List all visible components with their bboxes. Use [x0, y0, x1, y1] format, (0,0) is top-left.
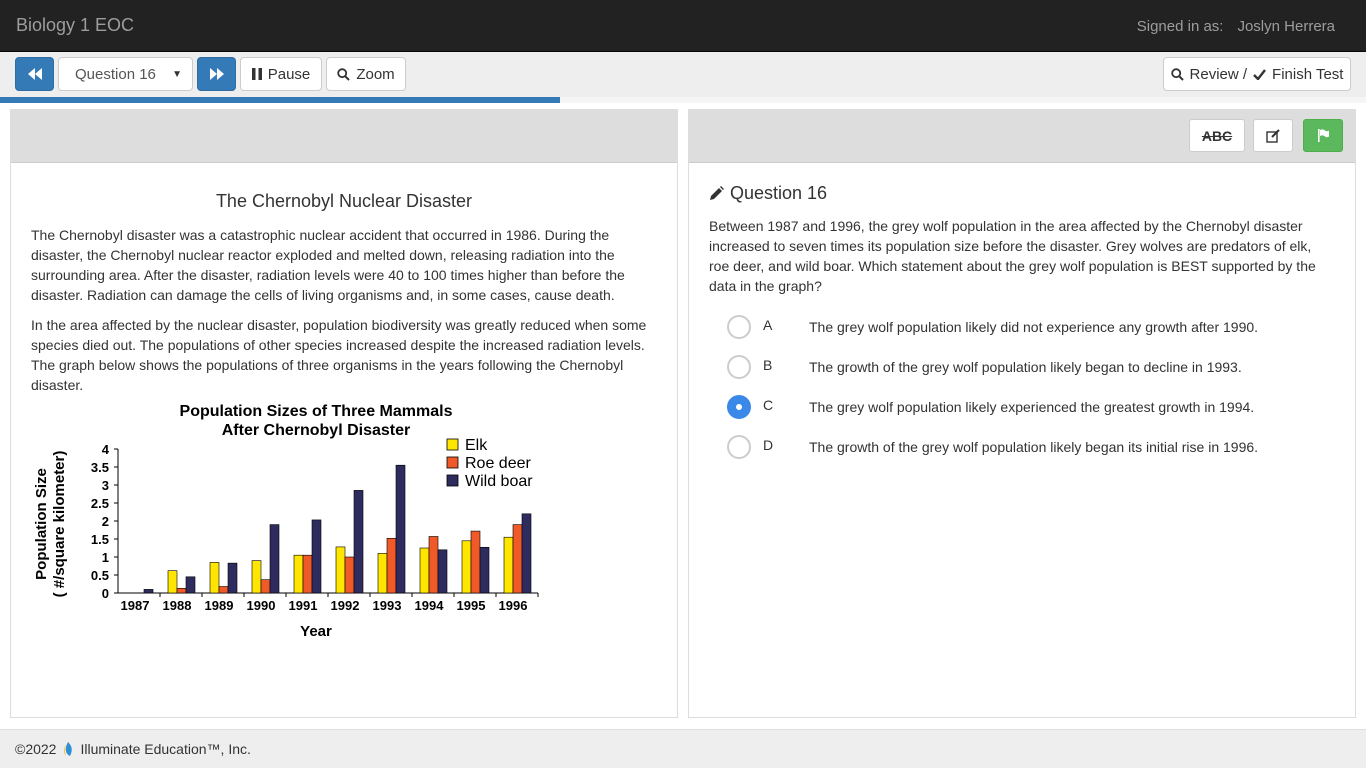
chart-x-tick-label: 1987: [120, 598, 150, 613]
chart-x-tick-label: 1994: [414, 598, 444, 613]
chart-x-tick-label: 1989: [204, 598, 234, 613]
chart-bar-roe-deer: [471, 531, 480, 593]
passage-panel-header: [11, 110, 677, 163]
question-panel: [688, 109, 1356, 718]
chart-x-tick-label: 1990: [246, 598, 276, 613]
fast-forward-icon: [210, 68, 224, 80]
answer-choice-c[interactable]: [709, 388, 1335, 428]
chart-bar-roe-deer: [303, 555, 312, 593]
answer-radio[interactable]: [727, 395, 751, 419]
chart-bar-wild-boar: [522, 514, 531, 593]
chart-y-units: ( #/square kilometer): [51, 450, 68, 598]
chart-bar-roe-deer: [429, 536, 438, 593]
question-title: [709, 183, 1335, 204]
chart-x-tick-label: 1993: [372, 598, 402, 613]
chart-bar-wild-boar: [228, 563, 237, 593]
chart-y-label: Population Size: [33, 468, 50, 580]
chart-x-tick-label: 1992: [330, 598, 360, 613]
previous-question-button[interactable]: [15, 57, 54, 91]
search-icon: [1171, 68, 1184, 81]
question-content: [689, 163, 1355, 468]
answer-radio[interactable]: [727, 355, 751, 379]
chart-legend-swatch: [447, 439, 458, 450]
question-title-text: Question 16: [730, 183, 828, 203]
signed-in-label: Signed in as:: [1136, 18, 1224, 35]
app-title: Biology 1 EOC: [16, 15, 135, 35]
chart-bar-roe-deer: [387, 538, 396, 593]
pencil-icon: [709, 186, 724, 201]
answer-choice-d[interactable]: [709, 428, 1335, 468]
chart-bar-wild-boar: [144, 589, 153, 593]
chart-bar-elk: [294, 555, 303, 593]
chart-x-tick-label: 1988: [162, 598, 192, 613]
chart-y-tick-label: 2.5: [90, 496, 109, 511]
question-stem: Between 1987 and 1996, the grey wolf population in the area affected by the Chernobyl disaster increased to seven times its population size before the disaster. Grey wolves are predators of elk, roe deer, and wild boar. Which statement about the grey wolf population is BEST supported by the data in the graph?: [709, 218, 1316, 294]
footer: [0, 729, 1366, 768]
passage-paragraph: The Chernobyl disaster was a catastrophic nuclear accident that occurred in 1986. During the disaster, the Chernobyl nuclear reactor exploded and melted down, releasing radiation into the surrounding area. After the disaster, radiation levels were 40 to 100 times higher than before the disaster. Radiation can damage the cells of living organisms and, in some cases, cause death.: [31, 227, 625, 303]
question-select[interactable]: [58, 57, 193, 91]
answer-text[interactable]: The grey wolf population likely did not experience any growth after 1990.: [809, 319, 1259, 335]
test-progress-bar: [0, 97, 1366, 103]
chart-bar-wild-boar: [270, 525, 279, 593]
user-name[interactable]: Joslyn Herrera: [1237, 18, 1335, 35]
chart-bar-wild-boar: [354, 490, 363, 593]
answer-choices: [709, 308, 1335, 468]
pause-button[interactable]: [240, 57, 322, 91]
chart-y-tick-label: 3.5: [90, 460, 109, 475]
chart-bar-wild-boar: [438, 550, 447, 593]
answer-letter: A: [763, 317, 773, 333]
chart-subtitle: After Chernobyl Disaster: [221, 422, 411, 439]
chevron-down-icon: ▼: [172, 68, 182, 80]
chart-bar-elk: [168, 571, 177, 593]
answer-choice-b[interactable]: [709, 348, 1335, 388]
question-select-value: Question 16: [75, 65, 156, 83]
chart-y-tick-label: 0: [101, 586, 109, 601]
test-toolbar: [0, 52, 1366, 98]
review-finish-button[interactable]: [1163, 57, 1351, 91]
answer-letter: B: [763, 357, 773, 373]
chart-bar-roe-deer: [513, 525, 522, 593]
chart-y-tick-label: 4: [101, 442, 109, 457]
answer-text[interactable]: The growth of the grey wolf population likely began its initial rise in 1996.: [809, 439, 1259, 455]
chart-bar-roe-deer: [219, 587, 228, 593]
zoom-label: Zoom: [356, 65, 395, 83]
population-bar-chart: [30, 401, 550, 641]
footer-text: [15, 741, 251, 757]
pause-icon: [252, 68, 262, 80]
chart-legend-swatch: [447, 457, 458, 468]
illuminate-logo-icon: [62, 742, 74, 757]
chart-bar-wild-boar: [312, 520, 321, 593]
answer-text[interactable]: The growth of the grey wolf population likely began to decline in 1993.: [809, 359, 1242, 375]
copyright: ©2022: [15, 741, 57, 757]
chart-bar-wild-boar: [186, 577, 195, 593]
flag-icon: [1317, 129, 1330, 142]
company-name: Illuminate Education™, Inc.: [80, 741, 251, 757]
chart-legend-label: Roe deer: [465, 455, 531, 472]
chart-bar-elk: [336, 547, 345, 593]
chart-bar-elk: [252, 561, 261, 593]
search-icon: [337, 68, 350, 81]
notepad-button[interactable]: [1253, 119, 1293, 152]
chart-bar-elk: [210, 562, 219, 593]
zoom-button[interactable]: [326, 57, 406, 91]
chart-y-tick-label: 1: [101, 550, 109, 565]
answer-radio[interactable]: [727, 315, 751, 339]
chart-y-tick-label: 3: [101, 478, 109, 493]
pause-label: Pause: [267, 65, 311, 83]
answer-choice-a[interactable]: [709, 308, 1335, 348]
next-question-button[interactable]: [197, 57, 236, 91]
chart-bar-roe-deer: [177, 588, 186, 593]
signed-in-info: [1137, 18, 1335, 35]
answer-letter: D: [763, 437, 774, 453]
answer-text[interactable]: The grey wolf population likely experienced the greatest growth in 1994.: [809, 399, 1255, 415]
edit-icon: [1266, 129, 1280, 143]
review-label: Review /: [1189, 65, 1248, 83]
chart-x-tick-label: 1991: [288, 598, 318, 613]
chart-title: Population Sizes of Three Mammals: [179, 403, 453, 420]
answer-letter: C: [763, 397, 774, 413]
chart-bar-wild-boar: [480, 547, 489, 593]
chart-bar-elk: [378, 553, 387, 593]
passage-title: The Chernobyl Nuclear Disaster: [215, 191, 473, 211]
chart-x-tick-label: 1995: [456, 598, 486, 613]
chart-y-tick-label: 2: [101, 514, 109, 529]
chart-x-label: Year: [300, 623, 332, 640]
test-progress-fill: [0, 97, 560, 103]
question-panel-header: [689, 110, 1355, 163]
passage-panel: [10, 109, 678, 718]
chart-legend-swatch: [447, 475, 458, 486]
chart-bar-elk: [504, 537, 513, 593]
chart-bar-elk: [420, 548, 429, 593]
answer-radio[interactable]: [727, 435, 751, 459]
chart-bar-wild-boar: [396, 465, 405, 593]
passage-content: [11, 163, 677, 395]
flag-question-button[interactable]: [1303, 119, 1343, 152]
chart-y-tick-label: 1.5: [90, 532, 109, 547]
chart-bar-roe-deer: [345, 557, 354, 593]
chart-legend-label: Elk: [465, 437, 488, 454]
finish-label: Finish Test: [1272, 65, 1344, 83]
chart-bar-elk: [462, 541, 471, 593]
chart-bar-roe-deer: [261, 580, 270, 593]
answer-eliminator-button[interactable]: ABC: [1189, 119, 1245, 152]
passage-paragraph: In the area affected by the nuclear disaster, population biodiversity was greatly reduced when some species died out. The populations of other species increased despite the increased radiation levels. The graph below shows the populations of three organisms in the years following the Chernobyl disaster.: [31, 317, 647, 393]
top-navbar: [0, 0, 1366, 52]
chart-x-tick-label: 1996: [498, 598, 528, 613]
check-icon: [1253, 69, 1266, 80]
chart-y-tick-label: 0.5: [90, 568, 109, 583]
chart-legend-label: Wild boar: [465, 473, 533, 490]
fast-backward-icon: [28, 68, 42, 80]
